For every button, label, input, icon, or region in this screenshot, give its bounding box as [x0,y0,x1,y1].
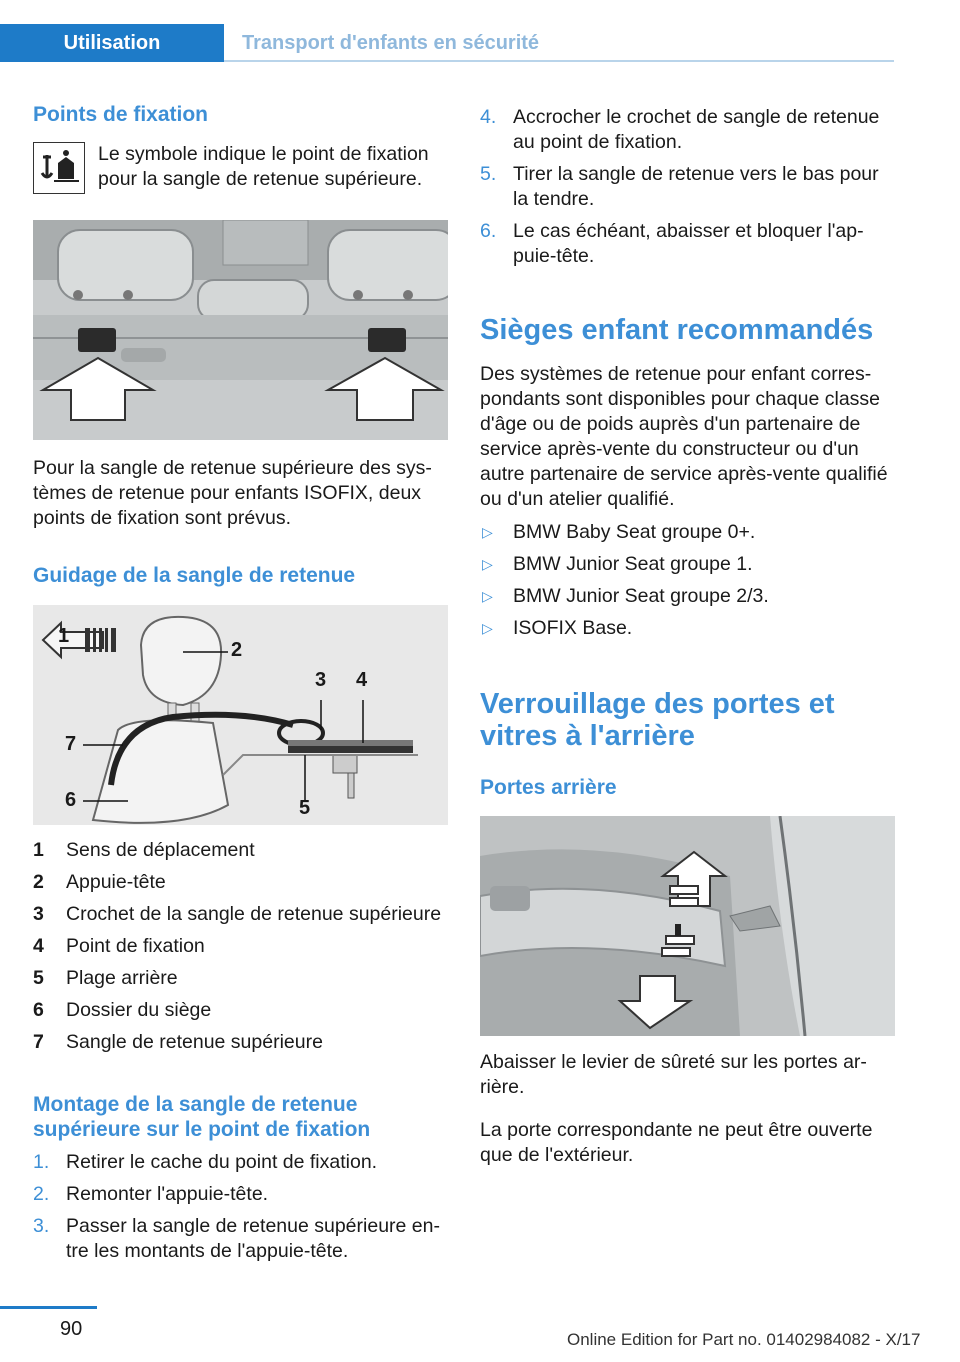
list-item-text: ISOFIX Base. [513,617,633,639]
legend-item [33,902,453,927]
legend-text: Plage arrière [66,967,178,989]
child-seat-anchor-icon [33,142,85,194]
step-number: 4. [480,106,497,128]
recommended-seats-text: Des systèmes de retenue pour enfant corres‐pondants sont disponibles pour chaque classe d'âge ou de poids auprès d'un partenaire de service après-vente du constructeur ou d'un autre partenaire de service après-vente qualifié ou d'un atelier qualifié. [480,363,888,510]
anchor-points-text: Le symbole indique le point de fixation pour la sangle de retenue supérieure. [98,143,429,190]
legend-text: Appuie-tête [66,871,166,893]
mount-steps-list [33,1150,448,1271]
anchor-points-heading: Points de fixation [33,103,209,126]
legend-number: 4 [33,935,44,957]
step-text: Remonter l'appuie-tête. [66,1183,269,1205]
legend-item [33,966,453,991]
rear-doors-heading: Portes arrière [480,776,617,799]
step-item [33,1150,448,1175]
legend-item [33,934,453,959]
list-item-text: BMW Junior Seat groupe 2/3. [513,585,769,607]
triangle-bullet-icon: ▷ [482,620,493,636]
mount-steps-list-continued [480,105,895,276]
step-item [480,219,895,269]
rear-lock-heading: Verrouillage des portes et vitres à l'arrière [480,688,835,752]
list-item [480,584,895,609]
list-item [480,520,895,545]
footer-rule [0,1306,97,1309]
triangle-bullet-icon: ▷ [482,588,493,604]
step-text: Accrocher le crochet de sangle de retenue au point de fixation. [513,106,880,153]
legend-number: 1 [33,839,44,861]
diagram-label-3: 3 [315,669,327,691]
edition-footer: Online Edition for Part no. 01402984082 - X/17 [567,1330,921,1349]
header-rule [224,60,894,62]
legend-text: Sens de déplacement [66,839,255,861]
rear-shelf-anchors-image [33,220,448,440]
diagram-label-2: 2 [231,639,243,661]
step-item [480,105,895,155]
legend-number: 2 [33,871,44,893]
isofix-anchor-text: Pour la sangle de retenue supérieure des sys‐tèmes de retenue pour enfants ISOFIX, deux points de fixation sont prévus. [33,457,432,529]
list-item-text: BMW Baby Seat groupe 0+. [513,521,756,543]
mount-strap-heading: Montage de la sangle de retenue supérieure sur le point de fixation [33,1093,371,1141]
step-item [33,1182,448,1207]
diagram-label-1: 1 [58,625,70,647]
step-item [480,162,895,212]
section-tab-utilisation[interactable]: Utilisation [0,24,224,62]
list-item-text: BMW Junior Seat groupe 1. [513,553,753,575]
legend-item [33,838,453,863]
step-number: 3. [33,1215,50,1237]
step-text: Passer la sangle de retenue supérieure en‐tre les montants de l'appuie-tête. [66,1215,440,1262]
step-number: 1. [33,1151,50,1173]
step-item [33,1214,448,1264]
list-item [480,616,895,641]
triangle-bullet-icon: ▷ [482,524,493,540]
legend-number: 5 [33,967,44,989]
rear-door-lever-image [480,816,895,1036]
step-text: Tirer la sangle de retenue vers le bas pour la tendre. [513,163,879,210]
page-number: 90 [60,1318,83,1340]
legend-item [33,1030,453,1055]
diagram-label-7: 7 [65,733,77,755]
lever-instruction-text: Abaisser le levier de sûreté sur les portes ar‐rière. [480,1051,867,1098]
step-number: 5. [480,163,497,185]
step-text: Le cas échéant, abaisser et bloquer l'ap‐puie-tête. [513,220,864,267]
legend-text: Crochet de la sangle de retenue supérieure [66,903,442,925]
diagram-legend [33,838,453,1062]
recommended-seats-list [480,520,895,648]
step-number: 2. [33,1183,50,1205]
legend-text: Point de fixation [66,935,205,957]
diagram-label-5: 5 [299,797,311,819]
legend-text: Dossier du siège [66,999,212,1021]
recommended-seats-heading: Sièges enfant recommandés [480,314,874,346]
legend-number: 3 [33,903,44,925]
section-tab-transport[interactable]: Transport d'enfants en sécurité [242,32,540,54]
legend-text: Sangle de retenue supérieure [66,1031,323,1053]
door-opening-text: La porte correspondante ne peut être ouverte que de l'extérieur. [480,1119,873,1166]
list-item [480,552,895,577]
legend-number: 7 [33,1031,44,1053]
step-number: 6. [480,220,497,242]
step-text: Retirer le cache du point de fixation. [66,1151,378,1173]
legend-item [33,998,453,1023]
diagram-label-4: 4 [356,669,368,691]
triangle-bullet-icon: ▷ [482,556,493,572]
strap-routing-diagram [33,605,448,825]
strap-guide-heading: Guidage de la sangle de retenue [33,564,356,587]
legend-number: 6 [33,999,44,1021]
legend-item [33,870,453,895]
diagram-label-6: 6 [65,789,77,811]
